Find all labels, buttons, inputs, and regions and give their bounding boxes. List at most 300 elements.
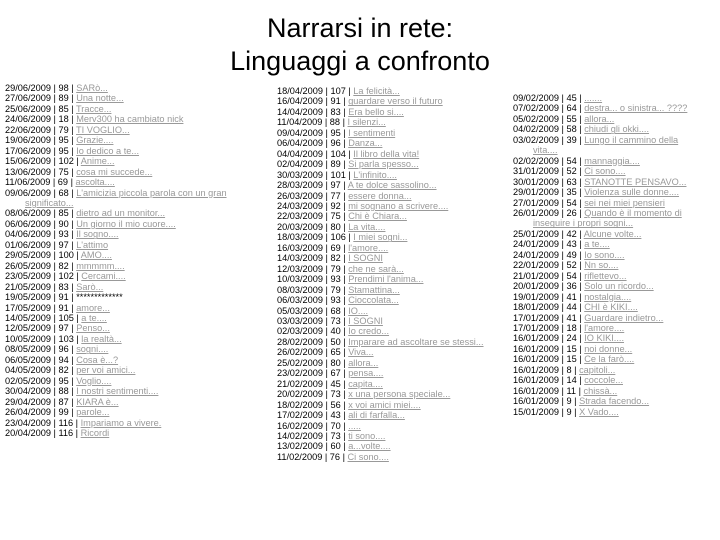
post-title-link[interactable]: mannaggia.... xyxy=(584,155,640,166)
post-title-link[interactable]: Chi è Chiara... xyxy=(348,211,407,222)
post-title-link[interactable]: noi donne... xyxy=(584,343,633,354)
page-title xyxy=(0,12,720,78)
post-entry xyxy=(513,198,720,208)
post-meta: 05/02/2009 | 55 | xyxy=(513,113,585,124)
post-entry xyxy=(5,334,267,344)
post-entry xyxy=(277,96,505,106)
post-title-link[interactable]: a...volte.... xyxy=(348,441,391,452)
post-meta: 28/02/2009 | 50 | xyxy=(277,336,349,347)
post-meta: 26/04/2009 | 99 | xyxy=(5,407,77,418)
post-entry xyxy=(5,83,267,93)
post-title-link[interactable]: Impariamo a vivere. xyxy=(80,417,162,428)
post-title-link[interactable]: Sarò... xyxy=(76,281,104,292)
post-entry xyxy=(277,274,505,284)
post-meta: 08/03/2009 | 79 | xyxy=(277,284,349,295)
post-meta: 06/04/2009 | 96 | xyxy=(277,138,349,149)
post-meta: 24/03/2009 | 92 | xyxy=(277,200,349,211)
post-entry xyxy=(513,344,720,354)
title-line-2: Linguaggi a confronto xyxy=(230,46,490,76)
post-meta: 29/04/2009 | 87 | xyxy=(5,396,77,407)
post-entry xyxy=(5,125,267,135)
post-title-link[interactable]: Stamattina... xyxy=(348,284,400,295)
post-meta: 08/06/2009 | 85 | xyxy=(5,208,77,219)
post-list-column-2 xyxy=(277,86,505,462)
post-meta: 20/04/2009 | 116 | xyxy=(5,427,81,438)
post-meta: 06/03/2009 | 93 | xyxy=(277,295,349,306)
post-entry xyxy=(513,239,720,249)
post-meta: 13/02/2009 | 60 | xyxy=(277,441,349,452)
post-entry xyxy=(277,201,505,211)
post-entry xyxy=(277,452,505,462)
post-entry xyxy=(5,407,267,417)
post-entry xyxy=(513,302,720,312)
post-title-link[interactable]: Grazie.... xyxy=(76,135,114,146)
post-title-link[interactable]: L'amicizia piccola parola con un gran xyxy=(76,187,227,198)
post-title-link[interactable]: allora... xyxy=(584,113,615,124)
post-entry xyxy=(277,253,505,263)
post-meta: 21/05/2009 | 83 | xyxy=(5,281,77,292)
post-entry xyxy=(5,271,267,281)
post-meta: 29/01/2009 | 35 | xyxy=(513,187,585,198)
post-meta: 30/04/2009 | 88 | xyxy=(5,386,77,397)
post-entry xyxy=(5,261,267,271)
post-meta: 26/03/2009 | 77 | xyxy=(277,190,349,201)
post-title-link[interactable]: ..... xyxy=(348,420,361,431)
post-meta: 16/01/2009 | 14 | xyxy=(513,375,585,386)
post-meta: 05/03/2009 | 68 | xyxy=(277,305,349,316)
post-meta: 14/02/2009 | 73 | xyxy=(277,430,349,441)
post-title-link[interactable]: dietro ad un monitor... xyxy=(76,208,166,219)
post-entry xyxy=(277,138,505,148)
post-meta: 17/01/2009 | 18 | xyxy=(513,322,585,333)
post-meta: 04/05/2009 | 82 | xyxy=(5,365,77,376)
post-entry xyxy=(5,156,267,166)
post-title-link[interactable]: sogni.... xyxy=(76,344,109,355)
post-title-link[interactable]: allora... xyxy=(348,357,379,368)
post-entry xyxy=(513,156,720,166)
post-title-link[interactable]: ti sono.... xyxy=(348,430,386,441)
post-meta: 16/04/2009 | 91 | xyxy=(277,96,349,107)
post-meta: 20/03/2009 | 80 | xyxy=(277,221,349,232)
post-meta: 20/01/2009 | 36 | xyxy=(513,281,585,292)
post-entry xyxy=(277,170,505,180)
post-entry-continuation xyxy=(5,198,267,208)
post-entry xyxy=(513,135,720,145)
post-entry xyxy=(277,368,505,378)
post-title-link[interactable]: Ricordi xyxy=(80,427,110,438)
post-title-link[interactable]: I nostri sentimenti.... xyxy=(76,386,159,397)
post-title-link[interactable]: I silenzi... xyxy=(347,117,386,128)
post-entry xyxy=(277,128,505,138)
post-entry xyxy=(513,166,720,176)
post-meta: 06/05/2009 | 94 | xyxy=(5,354,77,365)
post-entry xyxy=(513,386,720,396)
post-entry xyxy=(513,354,720,364)
post-entry xyxy=(513,208,720,218)
post-title-link[interactable]: A te dolce sassolino... xyxy=(347,180,437,191)
post-title-link[interactable]: Ci sono.... xyxy=(347,451,389,462)
post-meta: 16/01/2009 | 15 | xyxy=(513,354,585,365)
post-meta: 11/02/2009 | 76 | xyxy=(277,451,348,462)
post-entry xyxy=(277,285,505,295)
post-title-link[interactable]: Una notte... xyxy=(76,93,124,104)
post-title-link[interactable]: Viva... xyxy=(348,347,374,358)
post-meta: 18/04/2009 | 107 | xyxy=(277,86,354,96)
post-entry xyxy=(513,124,720,134)
post-title-link[interactable]: Io dedico a te... xyxy=(76,145,140,156)
post-title: ************* xyxy=(76,292,123,303)
post-entry xyxy=(277,326,505,336)
post-meta: 19/01/2009 | 41 | xyxy=(513,291,585,302)
post-entry xyxy=(513,365,720,375)
post-title-link[interactable]: coccole... xyxy=(584,375,623,386)
post-meta: 17/05/2009 | 91 | xyxy=(5,302,77,313)
post-entry xyxy=(277,117,505,127)
post-title-link[interactable]: La felicità... xyxy=(353,86,400,96)
post-entry-continuation xyxy=(513,218,720,228)
post-title-link[interactable]: inseguire i propri sogni... xyxy=(533,218,634,229)
post-entry xyxy=(513,292,720,302)
post-entry xyxy=(277,107,505,117)
post-meta: 23/05/2009 | 102 | xyxy=(5,271,82,282)
post-entry xyxy=(277,410,505,420)
post-entry xyxy=(513,260,720,270)
post-meta: 16/01/2009 | 24 | xyxy=(513,333,585,344)
post-meta: 27/01/2009 | 54 | xyxy=(513,197,585,208)
post-title-link[interactable]: Si parla spesso... xyxy=(348,159,419,170)
post-meta: 21/01/2009 | 54 | xyxy=(513,270,585,281)
post-title-link[interactable]: essere donna... xyxy=(348,190,412,201)
post-meta: 30/01/2009 | 63 | xyxy=(513,176,585,187)
post-meta: 13/06/2009 | 75 | xyxy=(5,166,77,177)
post-meta: 10/03/2009 | 93 | xyxy=(277,274,349,285)
post-entry xyxy=(513,313,720,323)
post-meta: 28/03/2009 | 97 | xyxy=(277,180,348,191)
post-entry xyxy=(277,306,505,316)
post-meta: 18/01/2009 | 44 | xyxy=(513,302,585,313)
post-meta: 22/01/2009 | 52 | xyxy=(513,260,585,271)
post-meta: 12/05/2009 | 97 | xyxy=(5,323,77,334)
post-entry xyxy=(5,240,267,250)
post-entry xyxy=(277,421,505,431)
post-meta: 15/06/2009 | 102 | xyxy=(5,156,81,167)
post-meta: 03/02/2009 | 39 | xyxy=(513,134,585,145)
post-title-link[interactable]: Il sogno.... xyxy=(76,229,119,240)
post-meta: 29/06/2009 | 98 | xyxy=(5,83,77,93)
post-entry xyxy=(5,229,267,239)
post-meta: 10/05/2009 | 103 | xyxy=(5,333,82,344)
post-meta: 04/04/2009 | 104 | xyxy=(277,148,354,159)
post-entry xyxy=(5,313,267,323)
post-meta: 04/06/2009 | 93 | xyxy=(5,229,77,240)
post-entry xyxy=(5,114,267,124)
post-meta: 11/04/2009 | 88 | xyxy=(277,117,348,128)
post-entry xyxy=(513,323,720,333)
post-meta: 09/06/2009 | 68 | xyxy=(5,187,77,198)
post-meta: 16/01/2009 | 9 | xyxy=(513,396,580,407)
post-meta: 16/03/2009 | 69 | xyxy=(277,242,349,253)
post-meta: 21/02/2009 | 45 | xyxy=(277,378,349,389)
post-title-link[interactable]: L'attimo xyxy=(76,239,109,250)
post-title-link[interactable]: AMO.... xyxy=(80,250,112,261)
post-meta: 02/04/2009 | 89 | xyxy=(277,159,349,170)
post-meta: 16/01/2009 | 15 | xyxy=(513,343,585,354)
post-title-link[interactable]: riflettevo... xyxy=(584,270,627,281)
post-meta: 20/02/2009 | 73 | xyxy=(277,389,349,400)
post-entry xyxy=(5,397,267,407)
post-title-link[interactable]: Imparare ad ascoltare se stessi... xyxy=(348,336,484,347)
post-entry xyxy=(513,333,720,343)
post-title-link[interactable]: mmmmm.... xyxy=(76,260,125,271)
post-entry xyxy=(5,146,267,156)
post-entry xyxy=(5,208,267,218)
post-entry xyxy=(277,400,505,410)
post-title-link[interactable]: che ne sarà... xyxy=(348,263,404,274)
post-entry xyxy=(277,191,505,201)
post-meta: 17/02/2009 | 43 | xyxy=(277,410,349,421)
post-title-link[interactable]: L'infinito.... xyxy=(353,169,397,180)
post-entry xyxy=(5,250,267,260)
post-title-link[interactable]: x una persona speciale... xyxy=(348,389,451,400)
post-entry xyxy=(277,441,505,451)
post-meta: 16/02/2009 | 70 | xyxy=(277,420,349,431)
post-title-link[interactable]: parole... xyxy=(76,407,110,418)
post-entry xyxy=(277,264,505,274)
post-meta: 14/04/2009 | 83 | xyxy=(277,106,349,117)
post-entry xyxy=(277,180,505,190)
post-meta: 07/02/2009 | 64 | xyxy=(513,103,585,114)
post-entry xyxy=(277,243,505,253)
post-meta: 12/03/2009 | 79 | xyxy=(277,263,349,274)
post-meta: 24/01/2009 | 43 | xyxy=(513,239,585,250)
post-title-link[interactable]: Un giorno il mio cuore.... xyxy=(76,218,176,229)
post-title-link[interactable]: Penso... xyxy=(76,323,110,334)
post-title-link[interactable]: TI VOGLIO... xyxy=(76,124,130,135)
post-meta: 22/06/2009 | 79 | xyxy=(5,124,77,135)
post-entry xyxy=(5,418,267,428)
post-entry xyxy=(513,103,720,113)
post-title-link[interactable]: x voi amici miei.... xyxy=(348,399,421,410)
post-meta: 25/02/2009 | 80 | xyxy=(277,357,349,368)
post-meta: 30/03/2009 | 101 | xyxy=(277,169,354,180)
post-title-link[interactable]: La vita.... xyxy=(348,221,386,232)
post-entry-continuation xyxy=(513,145,720,155)
post-title-link[interactable]: amore... xyxy=(76,302,110,313)
post-title-link[interactable]: a te.... xyxy=(81,312,107,323)
post-entry xyxy=(277,431,505,441)
post-entry xyxy=(5,177,267,187)
post-title-link[interactable]: Alcune volte... xyxy=(583,228,642,239)
post-title-link[interactable]: mi sognano a scrivere.... xyxy=(348,200,449,211)
post-entry xyxy=(277,86,505,96)
post-title-link[interactable]: a te.... xyxy=(584,239,610,250)
post-meta: 24/06/2009 | 18 | xyxy=(5,114,77,125)
post-meta: 29/05/2009 | 100 | xyxy=(5,250,81,261)
post-title-link[interactable]: Era bello si.... xyxy=(348,106,404,117)
post-entry xyxy=(513,250,720,260)
post-entry xyxy=(5,323,267,333)
post-entry xyxy=(5,93,267,103)
post-title-link[interactable]: Guardare indietro... xyxy=(584,312,664,323)
post-title-link[interactable]: chissà... xyxy=(583,385,618,396)
post-meta: 01/06/2009 | 97 | xyxy=(5,239,77,250)
post-title-link[interactable]: ....... xyxy=(584,93,603,103)
post-entry xyxy=(5,292,267,302)
post-title-link[interactable]: KIARA è... xyxy=(76,396,119,407)
post-entry xyxy=(513,281,720,291)
post-title-link[interactable]: l'amore.... xyxy=(584,322,625,333)
post-title-link[interactable]: guardare verso il futuro xyxy=(348,96,443,107)
post-title-link[interactable]: l'amore.... xyxy=(348,242,389,253)
post-meta: 11/06/2009 | 69 | xyxy=(5,177,76,188)
post-meta: 22/03/2009 | 75 | xyxy=(277,211,349,222)
post-entry xyxy=(513,114,720,124)
post-title-link[interactable]: SARò... xyxy=(76,83,108,93)
post-meta: 26/02/2009 | 65 | xyxy=(277,347,349,358)
post-entry xyxy=(5,386,267,396)
post-meta: 17/06/2009 | 95 | xyxy=(5,145,77,156)
post-meta: 08/05/2009 | 96 | xyxy=(5,344,77,355)
post-entry xyxy=(277,337,505,347)
post-title-link[interactable]: cosa mi succede... xyxy=(76,166,153,177)
post-title-link[interactable]: I SOGNI xyxy=(348,315,383,326)
post-meta: 25/01/2009 | 42 | xyxy=(513,228,584,239)
post-title-link[interactable]: Il libro della vita! xyxy=(353,148,420,159)
post-meta: 03/03/2009 | 73 | xyxy=(277,315,349,326)
post-meta: 06/06/2009 | 90 | xyxy=(5,218,77,229)
post-meta: 09/04/2009 | 95 | xyxy=(277,127,349,138)
post-meta: 02/02/2009 | 54 | xyxy=(513,155,585,166)
post-title-link[interactable]: X Vado.... xyxy=(579,406,619,417)
post-meta: 18/02/2009 | 56 | xyxy=(277,399,349,410)
post-entry xyxy=(277,159,505,169)
post-title-link[interactable]: I SOGNI xyxy=(348,253,383,264)
post-entry xyxy=(277,347,505,357)
post-title-link[interactable]: per voi amici... xyxy=(76,365,136,376)
post-entry xyxy=(513,396,720,406)
post-entry xyxy=(5,303,267,313)
post-entry xyxy=(5,344,267,354)
post-title-link[interactable]: nostalgia.... xyxy=(584,291,632,302)
post-entry xyxy=(5,355,267,365)
post-entry xyxy=(277,295,505,305)
post-title-link[interactable]: pensa.... xyxy=(348,368,384,379)
post-title-link[interactable]: IO KIKI.... xyxy=(584,333,625,344)
post-title-link[interactable]: STANOTTE PENSAVO... xyxy=(584,176,687,187)
post-meta: 27/06/2009 | 89 | xyxy=(5,93,77,104)
post-meta: 23/02/2009 | 67 | xyxy=(277,368,349,379)
post-title-link[interactable]: Anime... xyxy=(80,156,115,167)
post-meta: 14/05/2009 | 105 | xyxy=(5,312,82,323)
post-meta: 25/06/2009 | 85 | xyxy=(5,103,77,114)
post-entry xyxy=(5,135,267,145)
post-title-link[interactable]: Cioccolata... xyxy=(348,295,399,306)
post-entry xyxy=(277,358,505,368)
post-title-link[interactable]: Quando è il momento di xyxy=(584,207,682,218)
post-entry xyxy=(5,167,267,177)
post-entry xyxy=(277,222,505,232)
post-entry xyxy=(277,316,505,326)
post-entry xyxy=(277,149,505,159)
post-title-link[interactable]: Nn so.... xyxy=(584,260,619,271)
post-title-link[interactable]: Io sono.... xyxy=(584,249,625,260)
post-entry xyxy=(277,389,505,399)
post-meta: 16/01/2009 | 8 | xyxy=(513,364,580,375)
post-title-link[interactable]: Strada facendo... xyxy=(579,396,650,407)
post-title-link[interactable]: ali di farfalla... xyxy=(348,410,405,421)
post-title-link[interactable]: Lungo il cammino della xyxy=(584,134,679,145)
post-meta: 15/01/2009 | 9 | xyxy=(513,406,580,417)
post-entry xyxy=(513,375,720,385)
post-entry xyxy=(5,365,267,375)
post-title-link[interactable]: Io credo... xyxy=(348,326,390,337)
post-meta: 18/03/2009 | 106 | xyxy=(277,232,354,243)
post-entry xyxy=(513,407,720,417)
post-list-column-1 xyxy=(5,83,267,438)
post-title-link[interactable]: capita.... xyxy=(348,378,383,389)
post-title-link[interactable]: Prendimi l'anima... xyxy=(348,274,424,285)
post-title-link[interactable]: Tracce... xyxy=(76,103,112,114)
post-entry xyxy=(5,188,267,198)
post-entry xyxy=(277,232,505,242)
post-entry xyxy=(513,187,720,197)
post-title-link[interactable]: Voglio.... xyxy=(76,375,112,386)
post-meta: 31/01/2009 | 52 | xyxy=(513,166,585,177)
post-title-link[interactable]: chiudi gli okki.... xyxy=(584,124,650,135)
post-entry xyxy=(5,104,267,114)
post-entry xyxy=(5,376,267,386)
post-meta: 16/01/2009 | 11 | xyxy=(513,385,584,396)
post-title-link[interactable]: Cercami.... xyxy=(81,271,126,282)
post-title-link[interactable]: Violenza sulle donne.... xyxy=(584,187,680,198)
post-title-link[interactable]: I miei sogni... xyxy=(353,232,408,243)
post-entry xyxy=(513,177,720,187)
post-title-link[interactable]: vita.... xyxy=(533,145,558,156)
post-title-link[interactable]: IO.... xyxy=(348,305,369,316)
post-entry xyxy=(513,271,720,281)
post-meta: 04/02/2009 | 58 | xyxy=(513,124,585,135)
post-title-link[interactable]: destra... o sinistra... ???? xyxy=(584,103,688,114)
post-meta: 09/02/2009 | 45 | xyxy=(513,93,585,103)
post-meta: 23/04/2009 | 116 | xyxy=(5,417,81,428)
post-title-link[interactable]: Ce la farò.... xyxy=(584,354,635,365)
post-title-link[interactable]: la realtà... xyxy=(81,333,122,344)
post-entry xyxy=(5,428,267,438)
post-title-link[interactable]: significato... xyxy=(25,197,74,208)
post-entry xyxy=(513,93,720,103)
post-entry xyxy=(5,282,267,292)
post-meta: 17/01/2009 | 41 | xyxy=(513,312,585,323)
post-title-link[interactable]: Ci sono.... xyxy=(584,166,626,177)
post-title-link[interactable]: CHI è KIKI.... xyxy=(584,302,638,313)
post-title-link[interactable]: capitoli... xyxy=(579,364,616,375)
post-meta: 26/01/2009 | 26 | xyxy=(513,207,585,218)
title-line-1: Narrarsi in rete: xyxy=(266,13,454,43)
post-title-link[interactable]: ascolta.... xyxy=(75,177,115,188)
post-title-link[interactable]: I sentimenti xyxy=(348,127,396,138)
post-meta: 14/03/2009 | 82 | xyxy=(277,253,349,264)
post-title-link[interactable]: Solo un ricordo... xyxy=(584,281,654,292)
post-title-link[interactable]: Merv300 ha cambiato nick xyxy=(76,114,184,125)
post-title-link[interactable]: Danza... xyxy=(348,138,383,149)
post-meta: 24/01/2009 | 49 | xyxy=(513,249,585,260)
post-title-link[interactable]: sei nei miei pensieri xyxy=(584,197,665,208)
post-title-link[interactable]: Cosa è...? xyxy=(76,354,119,365)
post-meta: 19/06/2009 | 95 | xyxy=(5,135,77,146)
post-meta: 02/03/2009 | 40 | xyxy=(277,326,349,337)
post-list-column-3 xyxy=(513,93,720,417)
post-entry xyxy=(277,379,505,389)
